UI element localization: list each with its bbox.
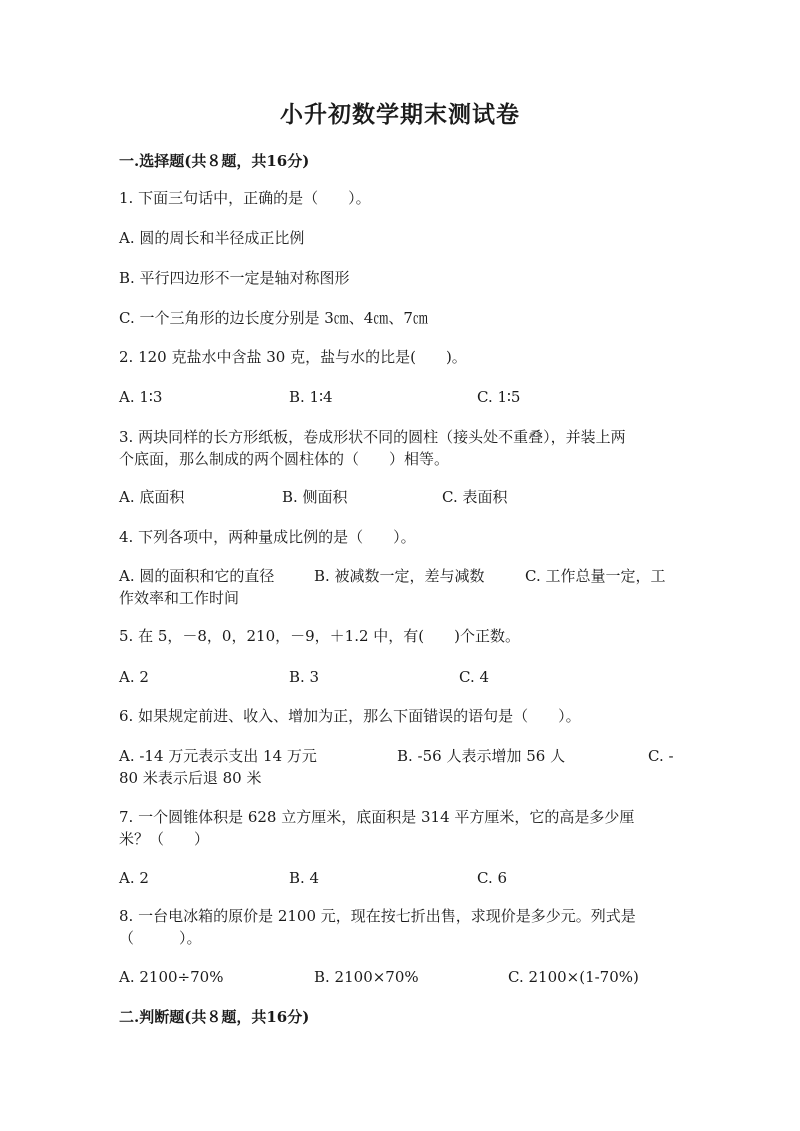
question-7-option-c: C. 6	[477, 869, 508, 887]
question-5-stem: 5. 在 5，－8，0，210，－9，＋1.2 中，有( )个正数。	[119, 627, 520, 645]
question-8-option-b: B. 2100×70%	[314, 968, 419, 986]
question-6-option-a: A. -14 万元表示支出 14 万元	[119, 747, 317, 765]
question-8-stem-line-2: （ ）。	[119, 929, 202, 947]
question-2-option-b: B. 1∶4	[289, 388, 333, 406]
question-8-option-c: C. 2100×(1-70%)	[508, 968, 639, 986]
question-2-option-c: C. 1∶5	[477, 388, 521, 406]
question-5-option-b: B. 3	[289, 668, 320, 686]
question-2-option-a: A. 1∶3	[119, 388, 163, 406]
page-title: 小升初数学期末测试卷	[280, 101, 520, 128]
question-5-option-c: C. 4	[459, 668, 490, 686]
section-heading-true-false: 二.判断题(共８题，共16分)	[119, 1008, 310, 1026]
question-3-option-c: C. 表面积	[442, 488, 508, 506]
section-heading-multiple-choice: 一.选择题(共８题，共16分)	[119, 152, 310, 170]
question-4-stem: 4. 下列各项中，两种量成比例的是（ ）。	[119, 528, 416, 546]
question-6-stem: 6. 如果规定前进、收入、增加为正，那么下面错误的语句是（ ）。	[119, 707, 581, 725]
question-4-option-c-continuation: 作效率和工作时间	[119, 589, 240, 607]
question-3-stem-line-2: 个底面，那么制成的两个圆柱体的（ ）相等。	[119, 450, 450, 468]
question-7-option-a: A. 2	[119, 869, 149, 887]
question-7-option-b: B. 4	[289, 869, 320, 887]
question-5-option-a: A. 2	[119, 668, 149, 686]
question-3-option-b: B. 侧面积	[282, 488, 348, 506]
question-1-stem: 1. 下面三句话中，正确的是（ ）。	[119, 189, 371, 207]
question-7-stem-line-1: 7. 一个圆锥体积是 628 立方厘米，底面积是 314 平方厘米，它的高是多少厘	[119, 808, 635, 826]
question-1-option-c: C. 一个三角形的边长度分别是 3㎝、4㎝、7㎝	[119, 309, 428, 327]
question-6-option-b: B. -56 人表示增加 56 人	[397, 747, 566, 765]
question-8-option-a: A. 2100÷70%	[119, 968, 224, 986]
question-4-option-b: B. 被减数一定，差与减数	[314, 567, 485, 585]
question-7-stem-line-2: 米？（ ）	[119, 830, 210, 848]
question-4-option-a: A. 圆的面积和它的直径	[119, 567, 275, 585]
question-1-option-b: B. 平行四边形不一定是轴对称图形	[119, 269, 350, 287]
question-2-stem: 2. 120 克盐水中含盐 30 克，盐与水的比是( )。	[119, 348, 467, 366]
question-6-option-c: C. -	[648, 747, 674, 765]
question-8-stem-line-1: 8. 一台电冰箱的原价是 2100 元，现在按七折出售，求现价是多少元。列式是	[119, 907, 636, 925]
question-4-option-c: C. 工作总量一定，工	[525, 567, 666, 585]
question-3-option-a: A. 底面积	[119, 488, 185, 506]
question-6-option-c-continuation: 80 米表示后退 80 米	[119, 769, 262, 787]
question-3-stem-line-1: 3. 两块同样的长方形纸板，卷成形状不同的圆柱（接头处不重叠），并装上两	[119, 428, 626, 446]
question-1-option-a: A. 圆的周长和半径成正比例	[119, 229, 305, 247]
